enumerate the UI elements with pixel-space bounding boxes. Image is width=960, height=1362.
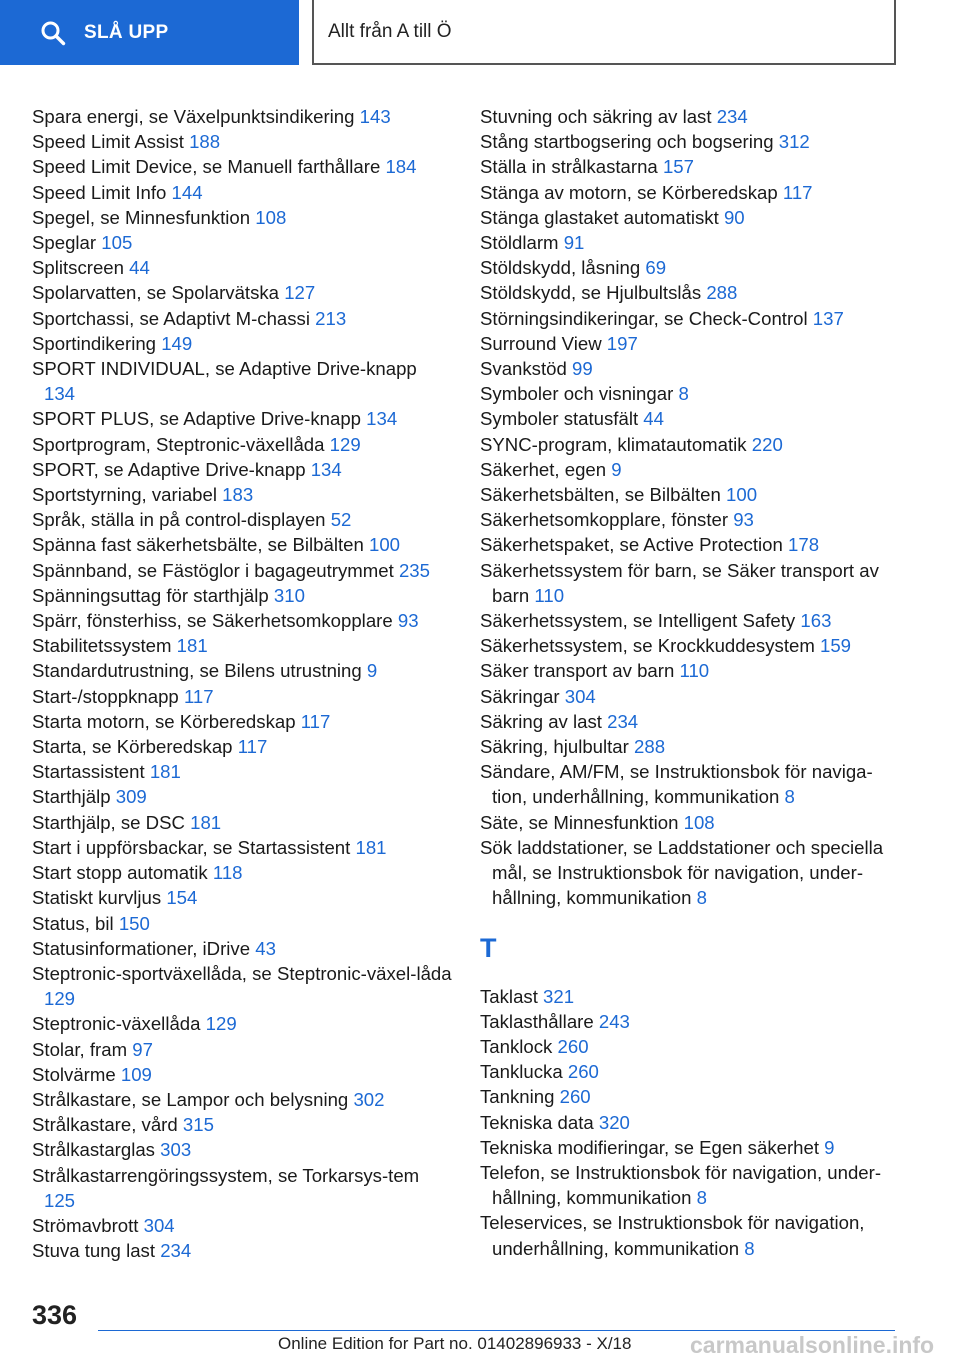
page-link[interactable]: 8 <box>696 1187 707 1209</box>
index-entry <box>480 1135 905 1160</box>
index-entry <box>480 432 905 457</box>
entry-text: Stänga av motorn, se Körberedskap <box>480 181 778 203</box>
index-entry <box>32 154 452 179</box>
index-entry <box>32 1011 452 1036</box>
index-entry <box>32 1112 452 1137</box>
page-link[interactable]: 108 <box>683 811 715 833</box>
index-entry <box>32 507 452 532</box>
index-entry <box>480 835 905 911</box>
page-link[interactable]: 220 <box>751 433 783 455</box>
page-link[interactable]: 8 <box>678 383 689 405</box>
entry-text: Säkerhetssystem för barn, se Säker transport av barn <box>480 559 879 606</box>
page-link[interactable]: 118 <box>212 862 243 884</box>
index-entry <box>480 684 905 709</box>
page-link[interactable]: 110 <box>534 584 565 606</box>
footer-edition: Online Edition for Part no. 01402896933 - X/18 <box>278 1334 632 1353</box>
entry-text: Spolarvatten, se Spolarvätska <box>32 282 280 304</box>
search-button[interactable] <box>0 0 299 65</box>
page-link[interactable]: 181 <box>176 635 208 657</box>
page-link[interactable]: 213 <box>315 307 347 329</box>
index-entry <box>480 507 905 532</box>
entry-text: Starta, se Körberedskap <box>32 736 233 758</box>
index-entry <box>480 1210 905 1260</box>
entry-text: Strålkastarrengöringssystem, se Torkarsys-tem <box>32 1164 420 1186</box>
entry-text: Starta motorn, se Körberedskap <box>32 710 296 732</box>
entry-text: Symboler statusfält <box>480 408 639 430</box>
entry-text: SPORT PLUS, se Adaptive Drive-knapp <box>32 408 361 430</box>
page-link[interactable]: 181 <box>149 761 181 783</box>
index-entry <box>480 356 905 381</box>
page-link[interactable]: 129 <box>329 433 361 455</box>
index-entry <box>32 1213 452 1238</box>
entry-text: Telefon, se Instruktionsbok för navigation, under-hållning, kommunikation <box>480 1161 882 1209</box>
page-link[interactable]: 69 <box>645 257 667 279</box>
entry-text: Stabilitetssystem <box>32 635 172 657</box>
page-link[interactable]: 304 <box>143 1214 175 1236</box>
index-entry <box>32 709 452 734</box>
entry-text: Tanklock <box>480 1035 553 1057</box>
entry-text: Stuva tung last <box>32 1240 156 1262</box>
index-entry <box>32 734 452 759</box>
index-entry <box>32 911 452 936</box>
page-link[interactable]: 150 <box>118 912 150 934</box>
entry-text: Speed Limit Info <box>32 181 167 203</box>
page-link[interactable]: 91 <box>563 232 585 254</box>
index-entry <box>480 709 905 734</box>
page-link[interactable]: 178 <box>788 534 820 556</box>
page-link[interactable]: 149 <box>161 332 193 354</box>
entry-text: Stöldskydd, se Hjulbultslås <box>480 282 702 304</box>
entry-text: Svankstöd <box>480 358 567 380</box>
page-link[interactable]: 105 <box>101 232 133 254</box>
entry-text: Surround View <box>480 332 602 354</box>
page-link[interactable]: 260 <box>557 1035 589 1057</box>
entry-text: Teleservices, se Instruktionsbok för navigation, underhållning, kommunikation <box>480 1212 865 1259</box>
index-entry <box>480 230 905 255</box>
page-link[interactable]: 243 <box>598 1010 630 1032</box>
index-entry <box>480 1110 905 1135</box>
index-entry <box>32 255 452 280</box>
page-link[interactable]: 99 <box>572 358 593 380</box>
section-heading-t: T <box>480 932 497 963</box>
entry-text: Start-/stoppknapp <box>32 685 179 707</box>
entry-text: Spänna fast säkerhetsbälte, se Bilbälten <box>32 534 364 556</box>
entry-text: Stöldlarm <box>480 232 559 254</box>
entry-text: Status, bil <box>32 912 114 934</box>
index-entry <box>480 104 905 129</box>
index-entry <box>480 658 905 683</box>
index-entry <box>32 759 452 784</box>
index-entry <box>32 936 452 961</box>
index-entry <box>32 129 452 154</box>
entry-text: Strömavbrott <box>32 1214 139 1236</box>
page-link[interactable]: 302 <box>353 1088 385 1110</box>
entry-text: Symboler och visningar <box>480 383 674 405</box>
entry-text: Säkerhetsbälten, se Bilbälten <box>480 484 721 506</box>
entry-text: Sportprogram, Steptronic-växellåda <box>32 433 325 455</box>
page-link[interactable]: 127 <box>284 282 316 304</box>
entry-text: Säkerhetsomkopplare, fönster <box>480 509 729 531</box>
page-link[interactable]: 9 <box>824 1136 835 1158</box>
index-entry <box>32 457 452 482</box>
entry-text: Speglar <box>32 232 97 254</box>
page-link[interactable]: 310 <box>273 584 305 606</box>
page-link[interactable]: 234 <box>160 1240 192 1262</box>
entry-text: Starthjälp <box>32 786 111 808</box>
index-entry <box>32 885 452 910</box>
entry-text: Sök laddstationer, se Laddstationer och speciella mål, se Instruktionsbok för navigation, under-hållning, kommunikation <box>480 836 884 909</box>
page-link[interactable]: 143 <box>359 106 391 127</box>
page-link[interactable]: 309 <box>115 786 147 808</box>
entry-text: Stöldskydd, låsning <box>480 257 641 279</box>
entry-text: Statusinformationer, iDrive <box>32 937 251 959</box>
index-entry <box>480 180 905 205</box>
page-link[interactable]: 100 <box>368 534 401 556</box>
index-entry <box>480 129 905 154</box>
index-entry <box>480 633 905 658</box>
index-column-right <box>480 104 905 1261</box>
entry-text: Speed Limit Assist <box>32 131 184 153</box>
page-link[interactable]: 8 <box>696 887 707 909</box>
index-entry <box>32 784 452 809</box>
index-entry <box>480 1034 905 1059</box>
index-entry <box>480 532 905 557</box>
entry-text: Säkerhetssystem, se Krockkuddesystem <box>480 635 815 657</box>
entry-text: Säkringar <box>480 685 560 707</box>
page-link[interactable]: 90 <box>723 206 745 228</box>
page-link[interactable]: 260 <box>559 1086 591 1108</box>
page-link[interactable]: 134 <box>366 408 398 430</box>
page-link[interactable]: 100 <box>726 484 758 506</box>
page-link[interactable]: 184 <box>385 156 417 178</box>
index-entry <box>32 1087 452 1112</box>
page-link[interactable]: 52 <box>330 509 352 531</box>
page-link[interactable]: 260 <box>567 1061 599 1083</box>
entry-text: SYNC-program, klimatautomatik <box>480 433 747 455</box>
page-link[interactable]: 134 <box>310 458 342 480</box>
index-entry <box>480 280 905 305</box>
index-entry <box>32 1062 452 1087</box>
page-link[interactable]: 117 <box>300 710 331 732</box>
index-entry <box>32 230 452 255</box>
index-entry <box>480 154 905 179</box>
top-bar <box>0 0 960 66</box>
index-entry <box>32 633 452 658</box>
breadcrumb[interactable]: Allt från A till Ö <box>312 0 896 65</box>
entry-text: Speed Limit Device, se Manuell farthållare <box>32 156 381 178</box>
index-entry <box>32 356 452 406</box>
page-link[interactable]: 235 <box>398 559 430 581</box>
footer-divider <box>98 1330 895 1331</box>
index-entry <box>32 532 452 557</box>
index-entry <box>32 583 452 608</box>
page-link[interactable]: 137 <box>812 307 844 329</box>
page-link[interactable]: 181 <box>190 811 222 833</box>
entry-text: Steptronic-sportväxellåda, se Steptronic-växel-låda <box>32 962 452 984</box>
page-link[interactable]: 43 <box>255 937 276 959</box>
entry-text: Ställa in strålkastarna <box>480 156 658 178</box>
index-entry <box>480 482 905 507</box>
page-link[interactable]: 197 <box>606 332 638 354</box>
index-entry <box>480 205 905 230</box>
entry-text: Stänga glastaket automatiskt <box>480 206 719 228</box>
index-entry <box>32 280 452 305</box>
page-link[interactable]: 234 <box>716 106 748 127</box>
index-entry <box>480 457 905 482</box>
page-link[interactable]: 303 <box>160 1139 192 1161</box>
index-entry <box>480 734 905 759</box>
page-link[interactable]: 183 <box>222 484 254 506</box>
entry-text: Spänningsuttag för starthjälp <box>32 584 269 606</box>
entry-text: Tanklucka <box>480 1061 563 1083</box>
index-entry <box>480 558 905 608</box>
index-entry <box>480 1160 905 1210</box>
page-link[interactable]: 110 <box>679 660 710 682</box>
index-entry <box>32 1163 452 1213</box>
entry-text: SPORT, se Adaptive Drive-knapp <box>32 458 306 480</box>
entry-text: Taklast <box>480 985 538 1007</box>
index-column-left <box>32 104 452 1263</box>
page-number: 336 <box>32 1300 78 1330</box>
index-entry <box>32 306 452 331</box>
index-entry <box>32 558 452 583</box>
entry-text: Statiskt kurvljus <box>32 887 162 909</box>
entry-text: Start i uppförsbackar, se Startassistent <box>32 836 351 858</box>
entry-text: Taklasthållare <box>480 1010 594 1032</box>
index-entry <box>32 1037 452 1062</box>
index-entry <box>32 860 452 885</box>
entry-text: Sportchassi, se Adaptivt M-chassi <box>32 307 310 329</box>
entry-text: Steptronic-växellåda <box>32 1013 201 1035</box>
index-entry <box>32 482 452 507</box>
page-link[interactable]: 129 <box>205 1013 237 1035</box>
entry-text: Stolvärme <box>32 1063 116 1085</box>
index-entry <box>32 180 452 205</box>
page-link[interactable]: 188 <box>189 131 221 153</box>
index-entry <box>32 608 452 633</box>
entry-text: Splitscreen <box>32 257 124 279</box>
page-link[interactable]: 109 <box>120 1063 152 1085</box>
entry-text: Start stopp automatik <box>32 862 208 884</box>
page-link[interactable]: 288 <box>706 282 738 304</box>
page-link[interactable]: 93 <box>733 509 754 531</box>
page-link[interactable]: 44 <box>643 408 664 430</box>
index-entry <box>480 1084 905 1109</box>
entry-text: Startassistent <box>32 761 145 783</box>
index-entry <box>480 1059 905 1084</box>
index-entry <box>480 984 905 1009</box>
page-link[interactable]: 125 <box>44 1189 76 1211</box>
search-icon <box>40 20 66 46</box>
entry-text: Sportindikering <box>32 332 157 354</box>
index-entry <box>32 658 452 683</box>
page-link[interactable]: 97 <box>132 1038 153 1060</box>
entry-text: Störningsindikeringar, se Check-Control <box>480 307 808 329</box>
page-link[interactable]: 9 <box>611 458 622 480</box>
page-link[interactable]: 163 <box>800 610 832 632</box>
entry-text: Stolar, fram <box>32 1038 128 1060</box>
index-entry <box>32 432 452 457</box>
page-link[interactable]: 8 <box>784 786 795 808</box>
page-link[interactable]: 159 <box>820 635 852 657</box>
page-link[interactable]: 129 <box>44 988 76 1010</box>
entry-text: Standardutrustning, se Bilens utrustning <box>32 660 362 682</box>
page-link[interactable]: 108 <box>255 206 287 228</box>
entry-text: Säkerhet, egen <box>480 458 607 480</box>
index-entry <box>32 1137 452 1162</box>
entry-text: Spara energi, se Växelpunktsindikering <box>32 106 355 127</box>
entry-text: Strålkastare, vård <box>32 1114 178 1136</box>
page-link[interactable]: 312 <box>778 131 810 153</box>
entry-text: Strålkastare, se Lampor och belysning <box>32 1088 349 1110</box>
page-link[interactable]: 320 <box>598 1111 630 1133</box>
entry-text: Spännband, se Fästöglor i bagageutrymmet <box>32 559 394 581</box>
entry-text: Sportstyrning, variabel <box>32 484 217 506</box>
index-entry <box>480 306 905 331</box>
page-link[interactable]: 288 <box>634 736 666 758</box>
page-link[interactable]: 93 <box>397 610 419 632</box>
index-entry <box>32 205 452 230</box>
page-link[interactable]: 8 <box>744 1237 755 1259</box>
index-entry <box>480 810 905 835</box>
page-link[interactable]: 44 <box>129 257 150 279</box>
entry-text: Tekniska modifieringar, se Egen säkerhet <box>480 1136 819 1158</box>
entry-text: Stång startbogsering och bogsering <box>480 131 774 153</box>
page-link[interactable]: 234 <box>607 710 639 732</box>
entry-text: Starthjälp, se DSC <box>32 811 185 833</box>
watermark: carmanualsonline.info <box>690 1332 935 1358</box>
page-link[interactable]: 157 <box>662 156 694 178</box>
page-link[interactable]: 144 <box>171 181 203 203</box>
entry-text: Tankning <box>480 1086 555 1108</box>
entry-text: Säkring, hjulbultar <box>480 736 629 758</box>
index-entry <box>32 810 452 835</box>
index-entry <box>32 406 452 431</box>
entry-text: Säkring av last <box>480 710 602 732</box>
search-label: SLÅ UPP <box>84 21 169 43</box>
entry-text: Säte, se Minnesfunktion <box>480 811 679 833</box>
index-entry <box>32 961 452 1011</box>
index-entry <box>480 331 905 356</box>
index-entry <box>480 1009 905 1034</box>
index-entry <box>32 684 452 709</box>
entry-text: Stuvning och säkring av last <box>480 106 712 127</box>
index-entry <box>32 331 452 356</box>
index-entry <box>480 255 905 280</box>
entry-text: Strålkastarglas <box>32 1139 155 1161</box>
page-link[interactable]: 117 <box>237 736 268 758</box>
entry-text: Spegel, se Minnesfunktion <box>32 206 251 228</box>
index-entry <box>32 1238 452 1263</box>
entry-text: Säkerhetspaket, se Active Protection <box>480 534 783 556</box>
index-entry <box>480 381 905 406</box>
entry-text: Sändare, AM/FM, se Instruktionsbok för naviga-tion, underhållning, kommunikation <box>480 761 873 808</box>
entry-text: Spärr, fönsterhiss, se Säkerhetsomkopplare <box>32 610 393 632</box>
page-link[interactable]: 304 <box>564 685 596 707</box>
entry-text: Säker transport av barn <box>480 660 675 682</box>
entry-text: SPORT INDIVIDUAL, se Adaptive Drive-knapp <box>32 358 417 380</box>
page-link[interactable]: 117 <box>183 685 214 707</box>
index-entry <box>32 835 452 860</box>
page-link[interactable]: 315 <box>182 1114 214 1136</box>
index-entry <box>32 104 452 129</box>
page-link[interactable]: 181 <box>355 836 387 858</box>
page-link[interactable]: 321 <box>543 985 575 1007</box>
entry-text: Säkerhetssystem, se Intelligent Safety <box>480 610 796 632</box>
page-link[interactable]: 117 <box>782 181 813 203</box>
page-link[interactable]: 9 <box>366 660 378 682</box>
index-entry <box>480 759 905 809</box>
index-entry <box>480 608 905 633</box>
entry-text: Tekniska data <box>480 1111 594 1133</box>
page-link[interactable]: 154 <box>166 887 198 909</box>
entry-text: Språk, ställa in på control-displayen <box>32 509 326 531</box>
index-entry <box>480 406 905 431</box>
page-link[interactable]: 134 <box>44 383 76 405</box>
